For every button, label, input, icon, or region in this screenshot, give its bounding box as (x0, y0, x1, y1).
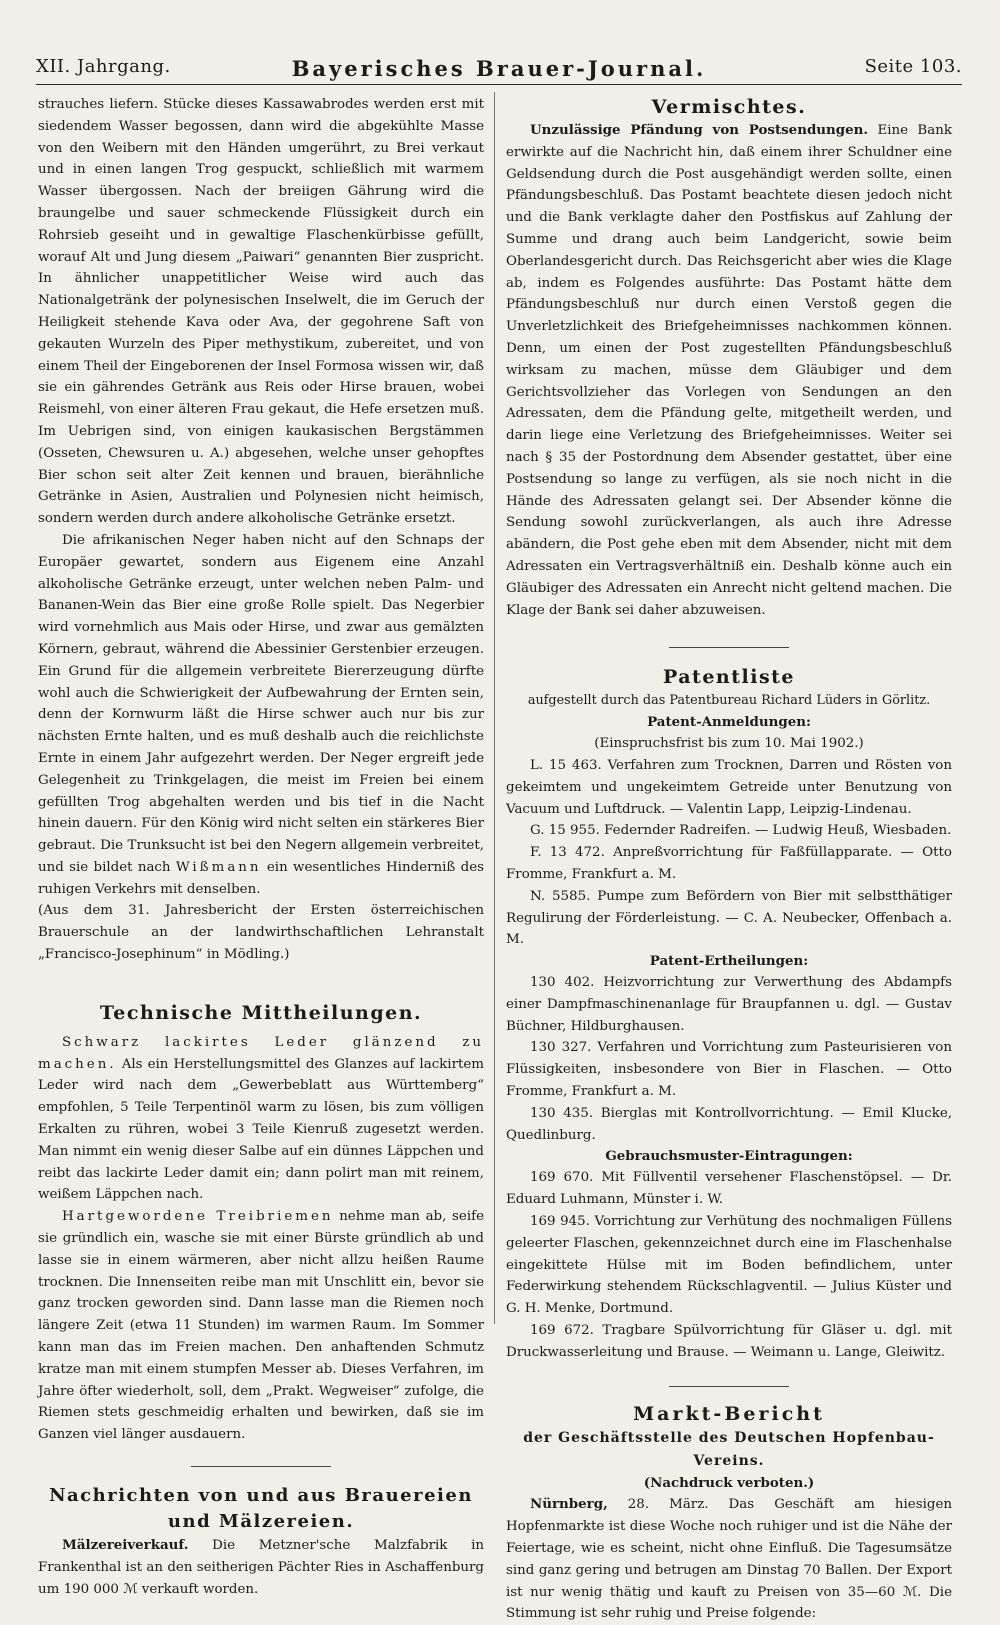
patent-entry: 169 672. Tragbare Spülvorrichtung für Gläser u. dgl. mit Druckwasserleitung und Brause. — Weimann u. Lange, Gleiwitz. (506, 1323, 952, 1360)
author-name: Wißmann (175, 859, 262, 875)
patent-subtitle: aufgestellt durch das Patentbureau Richard Lüders in Görlitz. (527, 693, 931, 709)
article-paragraph-africa (38, 530, 484, 901)
section-heading-market: Markt-Bericht (633, 1402, 825, 1425)
patent-entry: G. 15 955. Federnder Radreifen. — Ludwig Heuß, Wiesbaden. (530, 823, 952, 839)
page-header (36, 50, 962, 85)
news-item-lead: Mälzereiverkauf. (62, 1537, 189, 1554)
market-item (506, 1494, 952, 1625)
market-subtitle: der Geschäftsstelle des Deutschen Hopfenbau-Vereins. (523, 1429, 935, 1469)
market-city: Nürnberg, (530, 1496, 608, 1513)
market-text: 28. März. Das Geschäft am hiesigen Hopfenmarkte ist diese Woche noch ruhiger und ist die Nähe der Feiertage, wie es scheint, nicht ohne Einfluß. Die Tagesumsätze sind ganz gering und betrugen am Dinstag 70 Ballen. Der Export ist nur wenig thätig und kauft zu Preisen von 35—60 ℳ. Die Stimmung ist sehr ruhig und Preise folgende: (506, 1497, 952, 1622)
tech-item-lead: Hartgewordene Treibriemen (62, 1209, 334, 1225)
paragraph-text: Die afrikanischen Neger haben nicht auf den Schnaps der Europäer gewartet, sondern aus Eigenem eine Anzahl alkoholische Getränke erzeugt, unter welchen neben Palm- und Bananen-Wein das Bier eine große Rolle spielt. Das Negerbier wird vornehmlich aus Mais oder Hirse, und zwar aus gemälzten Körnern, gebraut, während die Abessinier Gerstenbier erzeugen. Ein Grund für die allgemein verbreitete Biererzeugung dürfte wohl auch die Schwierigkeit der Aufbewahrung der Ernten sein, denn der Kornwurm läßt die Hirse schwer auch nur bis zur nächsten Ernte halten, und es muß deshalb auch die reichlichste Ernte in einem Jahr aufgezehrt werden. Der Neger ergreift jede Gelegenheit zu Trinkgelagen, die meist im Freien bei einem gefüllten Trog abgehalten werden und bis tief in die Nacht hinein dauern. Für den König wird nicht selten ein stärkeres Bier gebraut. Die Trunksucht ist bei den Negern allgemein verbreitet, und sie bildet nach (38, 532, 484, 875)
patent-entry: 130 402. Heizvorrichtung zur Verwerthung des Abdampfs einer Dampfmaschinenanlage für Braupfannen u. dgl. — Gustav Büchner, Hildburghausen. (506, 975, 952, 1034)
patent-entry: L. 15 463. Verfahren zum Trocknen, Darren und Rösten von gekeimtem und ungekeimtem Getreide unter Benutzung von Vacuum und Luftdruck. — Valentin Lapp, Leipzig-Lindenau. (506, 757, 952, 817)
patent-entry: 130 327. Verfahren und Vorrichtung zum Pasteurisieren von Flüssigkeiten, insbesondere von Bier in Flaschen. — Otto Fromme, Frankfurt a. M. (506, 1040, 952, 1100)
patent-entry: F. 13 472. Anpreßvorrichtung für Faßfüllapparate. — Otto Fromme, Frankfurt a. M. (506, 845, 952, 882)
left-column (38, 94, 484, 1600)
patent-entry: N. 5585. Pumpe zum Befördern von Bier mit selbstthätiger Regulirung der Förderleistung. — C. A. Neubecker, Offenbach a. M. (506, 888, 952, 948)
paragraph-text-end: ein wesentliches Hinderniß des ruhigen Verkehrs mit denselben. (38, 859, 484, 897)
section-heading-misc: Vermischtes. (651, 96, 807, 118)
misc-item-text: Eine Bank erwirkte auf die Nachricht hin, daß einem ihrer Schuldner eine Geldsendung durch die Post ausgehändigt werden sollte, einen Pfändungsbeschluß. Das Postamt beachtete diesen jedoch nicht und die Bank verklagte daher den Postfiskus auf Zahlung der Summe und drang auch beim Landgericht, sowie beim Oberlandesgericht durch. Das Reichsgericht aber wies die Klage ab, indem es Folgendes ausführte: Das Postamt hätte dem Pfändungsbeschluß nur durch einen Verstoß gegen die Unverletzlichkeit des Briefgeheimnisses nachkommen können. Denn, um einen der Post zugestellten Pfändungsbeschluß wirksam zu machen, müsse dem Gläubiger und dem Gerichtsvollzieher das Vorlegen von Sendungen an den Adressaten, dem die Pfändung gelte, mitgetheilt werden, und darin liege eine Verletzung des Briefgeheimnisses. Weiter sei nach § 35 der Postordnung dem Absender gestattet, über eine Postsendung so lange zu verfügen, als sie noch nicht in die Hände des Adressaten gelangt sei. Der Absender könne die Sendung sowohl zurückverlangen, als auch ihre Adresse abändern, die Post gehe eben mit dem Absender, nicht mit dem Adressaten ein Vertragsverhältniß ein. Deshalb könne auch ein Gläubiger des Adressaten ein Anrecht nicht geltend machen. Die Klage der Bank sei daher abzuweisen. (506, 123, 952, 618)
section-heading-patents: Patentliste (662, 666, 796, 689)
objection-deadline: (Einspruchsfrist bis zum 10. Mai 1902.) (594, 736, 864, 752)
tech-item-text: Als ein Herstellungsmittel des Glanzes auf lackirtem Leder wird nach dem „Gewerbeblatt aus Württemberg“ empfohlen, 5 Teile Terpentinöl warm zu lösen, bis zum völligen Erkalten zu rühren, wobei 3 Teile Kienruß zugesetzt werden. Man nimmt ein wenig dieser Salbe auf ein dünnes Läppchen und reibt das lackirte Leder damit ein; dann polirt man mit reinem, weißem Läppchen nach. (38, 1056, 484, 1203)
news-item-text: Die Metzner'sche Malzfabrik in Frankenthal ist an den seitherigen Pächter Ries in Aschaffenburg um 190 000 ℳ verkauft worden. (38, 1538, 484, 1597)
patent-entry: 169 670. Mit Füllventil versehener Flaschenstöpsel. — Dr. Eduard Luhmann, Münster i. W. (506, 1170, 952, 1208)
patent-applications-heading: Patent-Anmeldungen: (647, 714, 811, 731)
section-heading-technical: Technische Mittheilungen. (99, 1001, 423, 1024)
reprint-note: (Nachdruck verboten.) (643, 1474, 815, 1491)
news-item (38, 1535, 484, 1600)
patent-entry: 130 435. Bierglas mit Kontrollvorrichtung. — Emil Klucke, Quedlinburg. (506, 1105, 952, 1143)
tech-item-text: nehme man ab, seife sie gründlich ein, wasche sie mit einer Bürste gründlich ab und lasse sie in einem wärmeren, aber nicht allzu heißen Raume trocknen. Die Innenseiten reibe man mit Unschlitt ein, bevor sie ganz trocken geworden sind. Dann lasse man die Riemen noch längere Zeit (etwa 11 Stunden) im warmen Raum. Im Sommer kann man das im Freien machen. Den anhaftenden Schmutz kratze man mit einem stumpfen Messer ab. Dieses Verfahren, im Jahre öfter wiederholt, soll, dem „Prakt. Wegweiser“ zufolge, die Riemen stets geschmeidig erhalten und bewirken, daß sie im Ganzen viel länger ausdauern. (38, 1209, 484, 1443)
source-note: (Aus dem 31. Jahresbericht der Ersten österreichischen Brauerschule an der landwirthschaftlichen Lehranstalt „Francisco-Josephinum“ in Mödling.) (38, 903, 484, 963)
tech-item-belts (38, 1206, 484, 1446)
article-continuation: strauches liefern. Stücke dieses Kassawabrodes werden erst mit siedendem Wasser begossen, dann wird die abgekühlte Masse von den Weibern mit den Händen umgerührt, zu Brei verkaut und in einen langen Trog gespuckt, schließlich mit warmem Wasser übergossen. Nach der breiigen Gährung wird die braungelbe und sauer schmeckende Flüssigkeit durch ein Rohrsieb geseiht und in gewaltige Flaschenkürbisse gefüllt, worauf Alt und Jung diesem „Paiwari“ genannten Bier zuspricht. In ähnlicher unappetitlicher Weise wird auch das Nationalgetränk der polynesischen Inselwelt, die im Geruch der Heiligkeit stehende Kava oder Ava, der gegohrene Saft von gekauten Wurzeln des Piper methystikum, zubereitet, und von einem Theil der Eingeborenen der Insel Formosa wissen wir, daß sie ein gährendes Getränk aus Reis oder Hirse brauen, wobei Reismehl, von einer älteren Frau gekaut, die Hefe ersetzen muß. Im Uebrigen sind, von einigen kaukasischen Bergstämmen (Osseten, Chewsuren u. A.) abgesehen, welche unser gehopftes Bier schon seit alter Zeit kennen und brauen, bierähnliche Getränke in Asien, Australien und Polynesien nicht heimisch, sondern werden durch andere alkoholische Getränke ersetzt. (38, 97, 484, 527)
patent-grants-heading: Patent-Ertheilungen: (649, 953, 809, 970)
journal-title: Bayerisches Brauer-Journal. (291, 56, 707, 81)
volume-label: XII. Jahrgang. (36, 56, 171, 77)
patent-entry: 169 945. Vorrichtung zur Verhütung des nochmaligen Füllens geleerter Flaschen, gekennzeichnet durch eine im Flaschenhalse eingekittete Hülse mit im Boden befindlichem, unter Federwirkung stehendem Rückschlagventil. — Julius Küster und G. H. Menke, Dortmund. (506, 1214, 952, 1317)
right-column (506, 94, 952, 1625)
page-number: Seite 103. (864, 56, 962, 77)
misc-item-lead: Unzulässige Pfändung von Postsendungen. (530, 122, 869, 138)
misc-item (506, 120, 952, 621)
column-divider (494, 92, 495, 1324)
section-heading-news: Nachrichten von und aus Brauereien und Mälzereien. (49, 1485, 473, 1533)
tech-item-lead: Schwarz lackirtes Leder glänzend zu machen. (38, 1034, 484, 1072)
tech-item-leather (38, 1032, 484, 1206)
utility-models-heading: Gebrauchsmuster-Eintragungen: (605, 1148, 853, 1165)
